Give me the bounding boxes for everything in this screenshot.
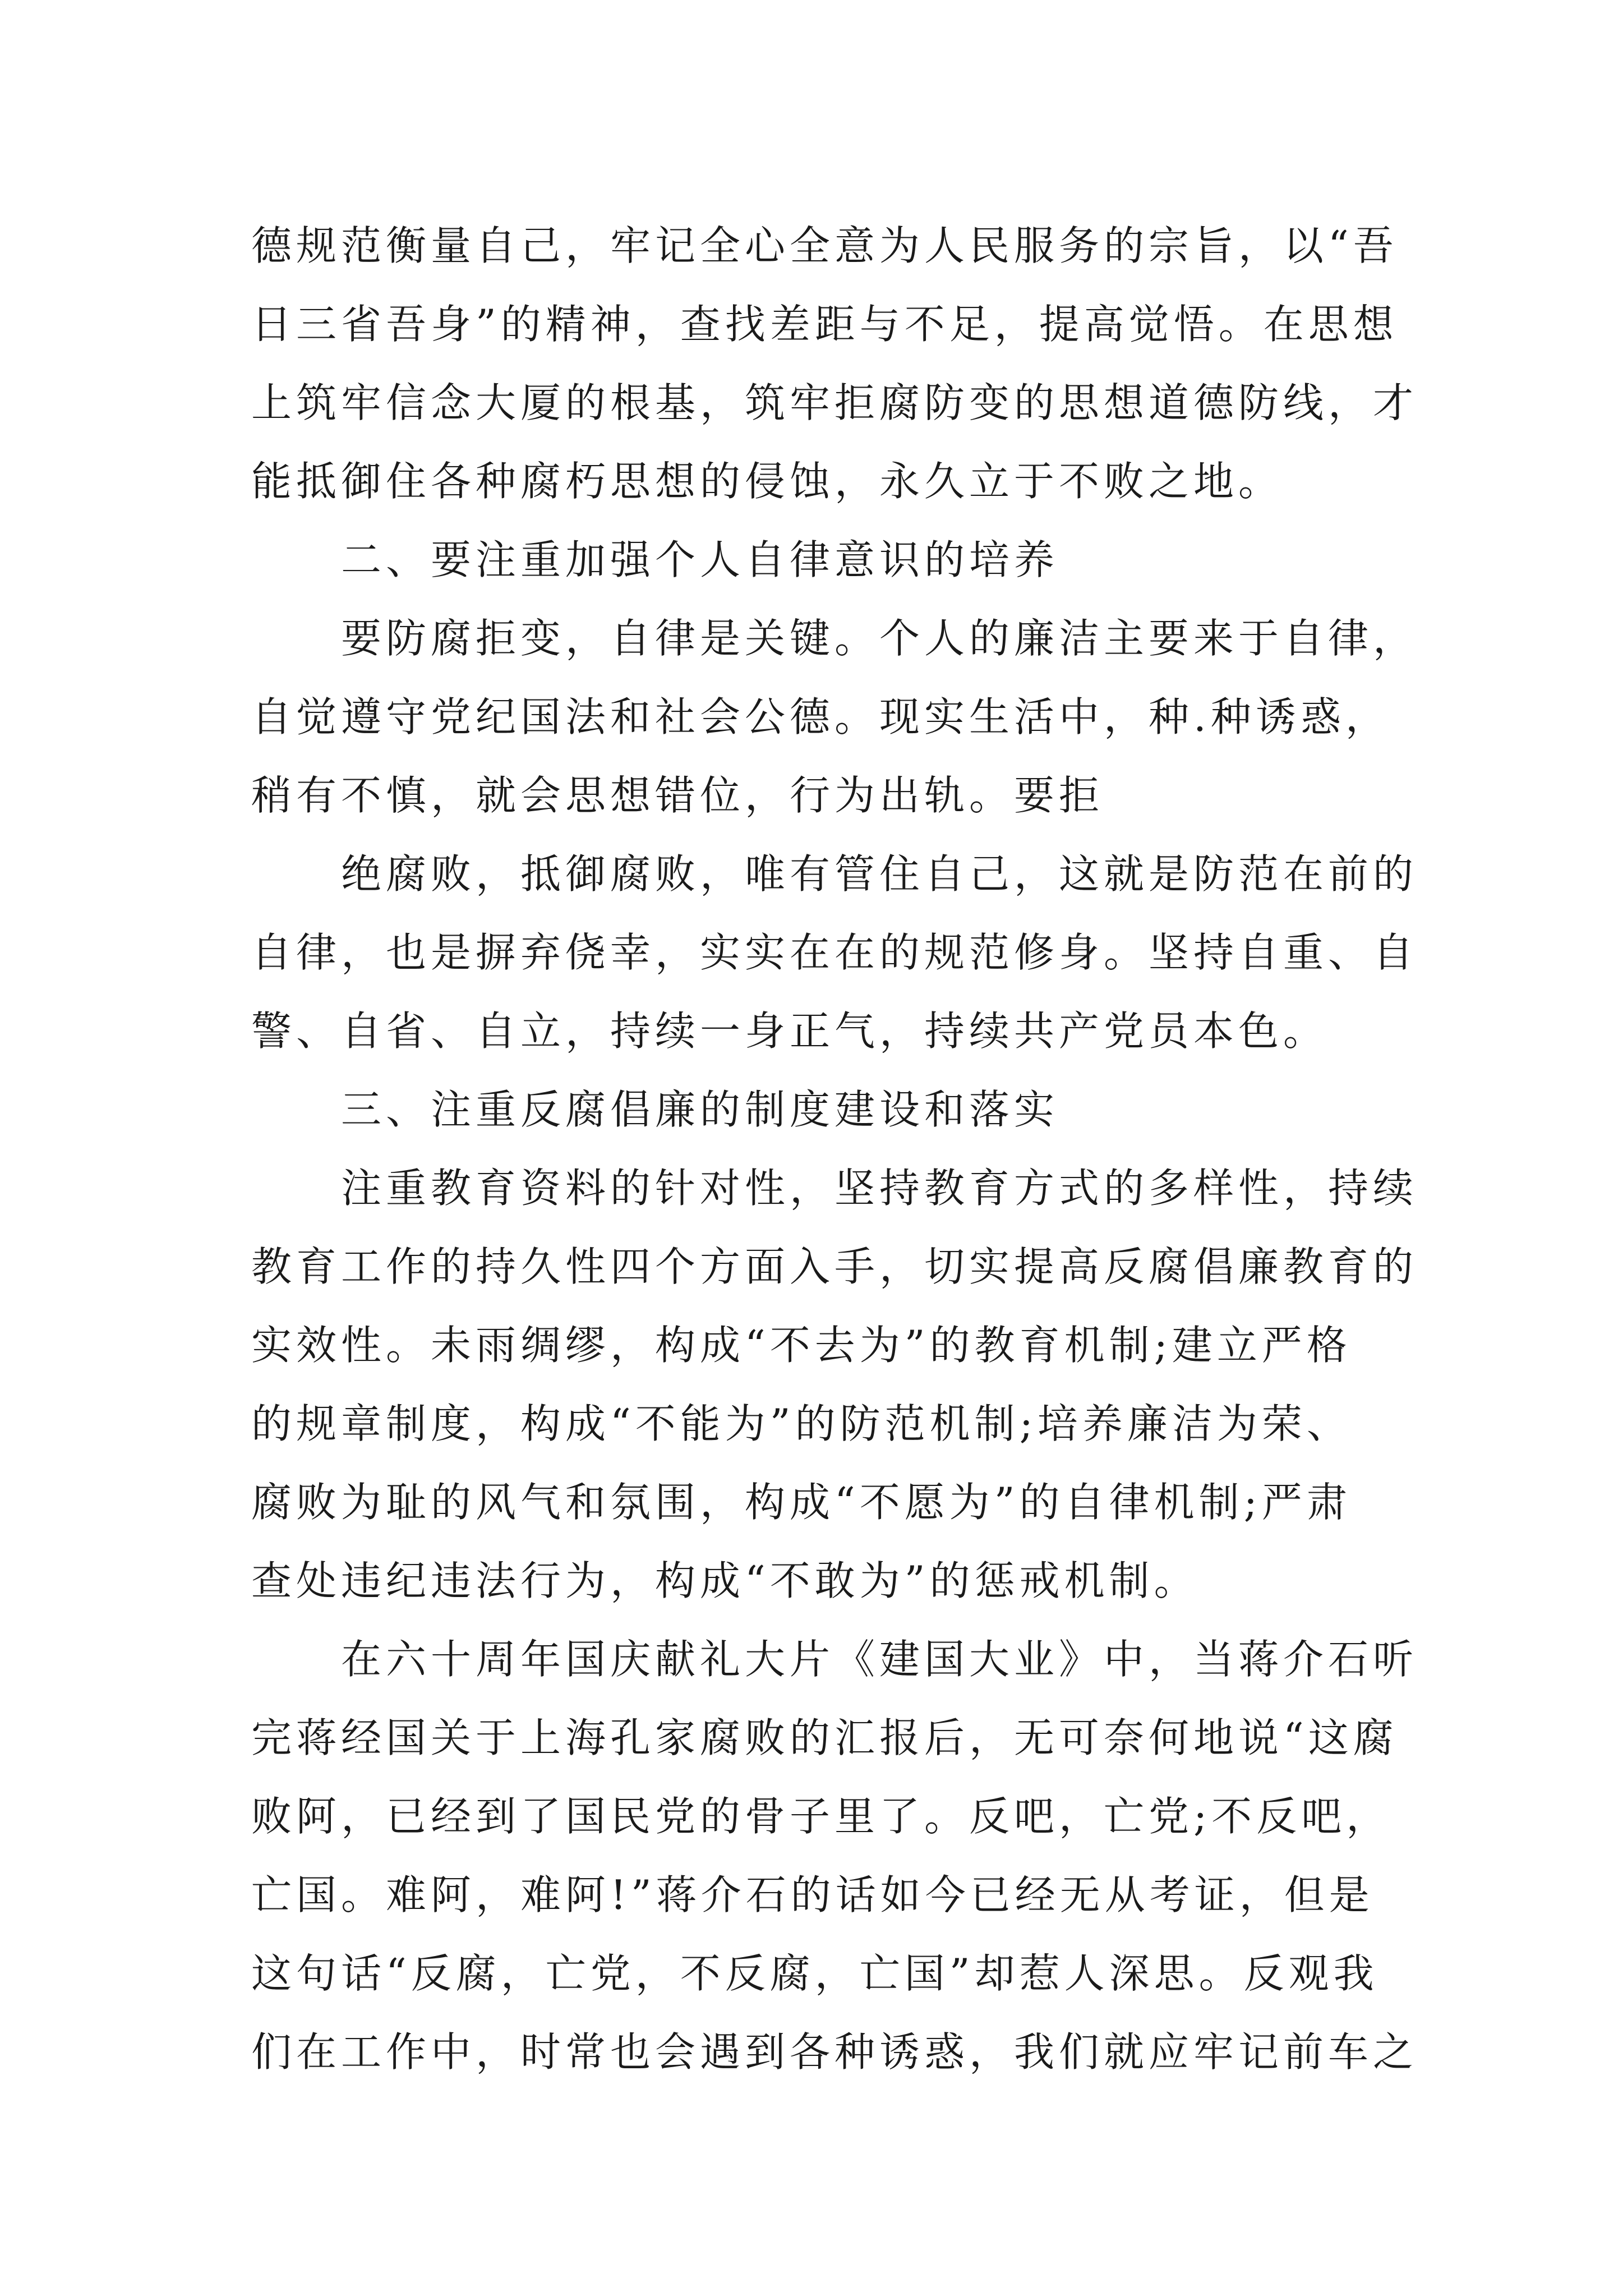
- text-line: 自律，也是摒弃侥幸，实实在在的规范修身。坚持自重、自: [251, 929, 1418, 976]
- text-line: 腐败为耻的风气和氛围，构成“不愿为”的自律机制;严肃: [251, 1479, 1352, 1526]
- text-line: 实效性。未雨绸缪，构成“不去为”的教育机制;建立严格: [251, 1322, 1352, 1369]
- text-line: 稍有不慎，就会思想错位，行为出轨。要拒: [251, 772, 1104, 819]
- document-body: [251, 206, 1418, 2091]
- text-line: 绝腐败，抵御腐败，唯有管住自己，这就是防范在前的: [341, 850, 1418, 898]
- text-line: 这句话“反腐，亡党，不反腐，亡国”却惹人深思。反观我: [251, 1950, 1378, 1997]
- section-heading-3: 三、注重反腐倡廉的制度建设和落实: [341, 1086, 1059, 1133]
- text-line: 警、自省、自立，持续一身正气，持续共产党员本色。: [251, 1007, 1329, 1055]
- text-line: 的规章制度，构成“不能为”的防范机制;培养廉洁为荣、: [251, 1400, 1352, 1447]
- text-line: 能抵御住各种腐朽思想的侵蚀，永久立于不败之地。: [251, 458, 1284, 505]
- section-heading-2: 二、要注重加强个人自律意识的培养: [341, 536, 1059, 583]
- text-line: 注重教育资料的针对性，坚持教育方式的多样性，持续: [341, 1165, 1418, 1212]
- text-line: 自觉遵守党纪国法和社会公德。现实生活中，种.种诱惑，: [251, 693, 1390, 740]
- text-line: 上筑牢信念大厦的根基，筑牢拒腐防变的思想道德防线，才: [251, 379, 1418, 426]
- text-line: 查处违纪违法行为，构成“不敢为”的惩戒机制。: [251, 1557, 1199, 1604]
- text-line: 在六十周年国庆献礼大片《建国大业》中，当蒋介石听: [341, 1636, 1418, 1683]
- text-line: 日三省吾身”的精神，查找差距与不足，提高觉悟。在思想: [251, 301, 1398, 348]
- text-line: 要防腐拒变，自律是关键。个人的廉洁主要来于自律，: [341, 615, 1418, 662]
- text-line: 亡国。难阿，难阿!”蒋介石的话如今已经无从考证，但是: [251, 1871, 1374, 1918]
- text-line: 完蒋经国关于上海孔家腐败的汇报后，无可奈何地说“这腐: [251, 1714, 1398, 1761]
- text-line: 德规范衡量自己，牢记全心全意为人民服务的宗旨，以“吾: [251, 222, 1398, 269]
- text-line: 们在工作中，时常也会遇到各种诱惑，我们就应牢记前车之: [251, 2028, 1418, 2076]
- text-line: 教育工作的持久性四个方面入手，切实提高反腐倡廉教育的: [251, 1243, 1418, 1290]
- text-line: 败阿，已经到了国民党的骨子里了。反吧，亡党;不反吧，: [251, 1793, 1391, 1840]
